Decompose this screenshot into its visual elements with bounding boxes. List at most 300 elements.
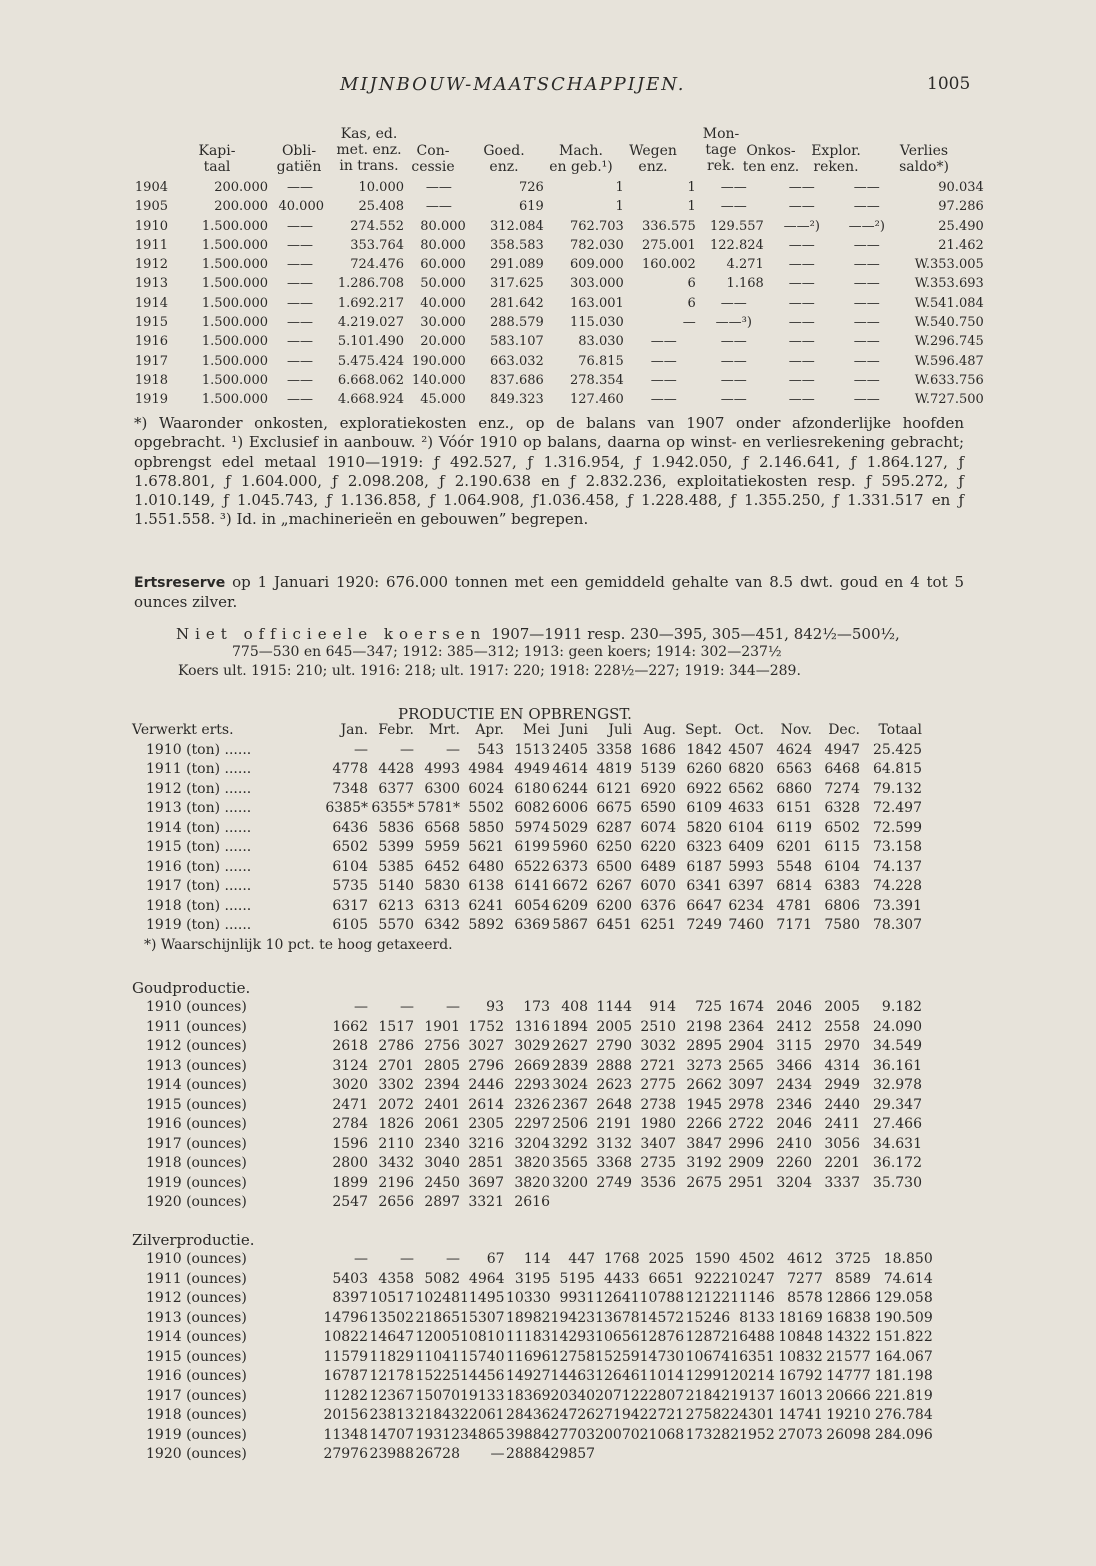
production-cell: 21865 bbox=[415, 1309, 460, 1326]
production-cell: 7171 bbox=[776, 917, 812, 933]
production-cell: 5850 bbox=[468, 819, 504, 836]
production-cell: 2738 bbox=[640, 1096, 676, 1113]
balance-cell: 21.462 bbox=[938, 237, 984, 253]
running-title: MIJNBOUW-MAATSCHAPPIJEN. bbox=[340, 74, 686, 95]
production-header-cell: Verwerkt erts. bbox=[132, 722, 234, 738]
production-cell: 6200 bbox=[596, 897, 632, 914]
balance-cell: —— bbox=[287, 353, 313, 369]
balance-row bbox=[128, 274, 988, 293]
balance-cell: 122.824 bbox=[710, 237, 764, 253]
production-cell: 2198 bbox=[686, 1018, 722, 1035]
production-cell: 1915 (ton) ...... bbox=[146, 839, 252, 855]
production-cell: 1826 bbox=[378, 1116, 414, 1132]
production-cell: 14730 bbox=[639, 1348, 685, 1365]
production-row bbox=[132, 897, 922, 917]
balance-header-line: Kas, ed. bbox=[340, 126, 398, 142]
balance-cell: —— bbox=[788, 257, 815, 273]
balance-cell: —— bbox=[788, 199, 815, 215]
production-cell: 6860 bbox=[776, 780, 812, 797]
balance-cell: 1.500.000 bbox=[201, 315, 268, 331]
balance-cell: 278.354 bbox=[570, 372, 624, 388]
production-cell: 1917 (ton) ...... bbox=[146, 878, 252, 894]
production-cell: 3847 bbox=[686, 1135, 722, 1152]
production-cell: 10848 bbox=[778, 1329, 823, 1345]
production-cell: 19312 bbox=[415, 1426, 460, 1443]
goud-title: Goudproductie. bbox=[132, 979, 251, 997]
production-cell: 3200 bbox=[552, 1174, 588, 1191]
balance-cell: —— bbox=[788, 353, 815, 369]
production-cell: 1910 (ton) ...... bbox=[146, 741, 252, 758]
production-cell: 3115 bbox=[776, 1038, 812, 1054]
production-cell: 10832 bbox=[778, 1348, 823, 1365]
balance-cell: 762.703 bbox=[570, 218, 624, 234]
production-cell: 6006 bbox=[552, 800, 588, 816]
production-cell: 16488 bbox=[730, 1329, 775, 1345]
balance-cell: —— bbox=[788, 237, 815, 253]
production-cell: 23813 bbox=[369, 1407, 414, 1423]
production-cell: 1674 bbox=[728, 999, 764, 1015]
balance-cell: —— bbox=[720, 372, 747, 388]
production-cell: — bbox=[446, 999, 460, 1015]
balance-cell: 837.686 bbox=[490, 372, 544, 388]
production-cell: 4624 bbox=[776, 741, 812, 758]
production-cell: 12758 bbox=[550, 1348, 596, 1365]
balance-cell: 1.286.708 bbox=[337, 276, 404, 292]
production-cell: 408 bbox=[561, 999, 588, 1015]
production-cell: 14322 bbox=[826, 1329, 871, 1345]
production-row bbox=[132, 1115, 922, 1135]
production-cell: 6109 bbox=[686, 800, 722, 816]
balance-cell: W.541.084 bbox=[914, 295, 984, 311]
production-cell: 1912 (ton) ...... bbox=[146, 780, 252, 797]
production-cell: 2648 bbox=[596, 1096, 632, 1113]
production-cell: 6151 bbox=[776, 800, 812, 816]
production-cell: 6451 bbox=[596, 917, 632, 933]
production-row bbox=[132, 1426, 933, 1446]
production-cell: 12005 bbox=[415, 1329, 460, 1345]
production-cell: 6502 bbox=[332, 839, 368, 855]
production-cell: 3820 bbox=[514, 1174, 550, 1191]
production-cell: 11495 bbox=[460, 1290, 505, 1306]
production-cell: 27194 bbox=[595, 1407, 640, 1423]
production-cell: 2072 bbox=[378, 1096, 414, 1113]
production-row bbox=[132, 1348, 933, 1368]
balance-cell: 5.101.490 bbox=[337, 334, 404, 350]
production-header-cell: Mei bbox=[522, 722, 550, 738]
production-cell: 27.466 bbox=[873, 1116, 922, 1132]
balance-cell: —— bbox=[287, 295, 313, 311]
balance-cell: W.353.693 bbox=[914, 276, 984, 292]
production-cell: 2949 bbox=[824, 1077, 860, 1093]
production-cell: — bbox=[354, 1251, 368, 1267]
footnotes: *) Waaronder onkosten, exploratiekosten enz., op de balans van 1907 onder afzonderlijke hoofden opgebracht. ¹) Exclusief in aanbouw. ²) Vóór 1910 op balans, daarna op winst- en verliesrekening gebracht; opbrengst edel metaal 1910—1919: ƒ 492.527, ƒ 1.316.954, ƒ 1.942.050, ƒ 2.146.641, ƒ 1.864.127, ƒ 1.678.801, ƒ 1.604.000, ƒ 2.098.208, ƒ 2.190.638 en ƒ 2.832.236, exploitatiekosten resp. ƒ 595.272, ƒ 1.010.149, ƒ 1.045.743, ƒ 1.136.858, ƒ 1.064.908, ƒ1.036.458, ƒ 1.228.488, ƒ 1.355.250, ƒ 1.331.517 en ƒ 1.551.558. ³) Id. in „machinerieën en gebouwen” begrepen. bbox=[134, 414, 964, 529]
balance-cell: 1 bbox=[615, 180, 624, 195]
balance-cell: 1918 bbox=[134, 372, 168, 388]
balance-cell: 20.000 bbox=[420, 334, 466, 350]
production-cell: 5959 bbox=[424, 839, 460, 855]
production-cell: 6376 bbox=[640, 897, 676, 914]
balance-cell: 140.000 bbox=[412, 372, 466, 388]
production-cell: 5892 bbox=[468, 917, 504, 933]
balance-cell: 97.286 bbox=[938, 199, 984, 215]
goud-table bbox=[132, 998, 922, 1213]
production-header-cell: Totaal bbox=[878, 722, 922, 738]
production-cell: 6201 bbox=[776, 839, 812, 855]
production-row bbox=[132, 1037, 922, 1057]
balance-row bbox=[128, 313, 988, 332]
production-cell: 190.509 bbox=[874, 1309, 933, 1326]
balance-cell: 129.557 bbox=[710, 218, 764, 234]
production-cell: 6385* bbox=[325, 800, 368, 816]
balance-cell: 726 bbox=[518, 180, 544, 195]
production-cell: 6409 bbox=[728, 839, 764, 855]
production-cell: 1901 bbox=[424, 1018, 460, 1035]
balance-cell: 336.575 bbox=[642, 218, 696, 234]
production-cell: 6489 bbox=[640, 858, 676, 875]
balance-cell: 1 bbox=[687, 199, 696, 215]
production-row bbox=[132, 838, 922, 858]
production-cell: 2616 bbox=[514, 1194, 550, 1210]
production-cell: 6082 bbox=[514, 800, 550, 816]
production-cell: 2411 bbox=[824, 1116, 860, 1132]
production-cell: 19210 bbox=[826, 1407, 871, 1423]
production-cell: 6522 bbox=[514, 858, 550, 875]
production-cell: 2510 bbox=[640, 1018, 676, 1035]
production-row bbox=[132, 1174, 922, 1194]
production-cell: 725 bbox=[695, 999, 722, 1015]
production-header-cell: Sept. bbox=[685, 722, 722, 738]
balance-cell: —— bbox=[287, 392, 313, 408]
production-cell: 10788 bbox=[639, 1290, 685, 1306]
production-cell: 2297 bbox=[514, 1116, 550, 1132]
production-cell: 3040 bbox=[424, 1155, 460, 1171]
balance-cell: 1905 bbox=[134, 199, 168, 215]
balance-cell: 1.692.217 bbox=[337, 295, 404, 311]
production-cell: 14741 bbox=[778, 1407, 823, 1423]
production-row bbox=[132, 1289, 933, 1309]
production-cell: 6300 bbox=[424, 780, 460, 797]
production-row bbox=[132, 1387, 933, 1407]
balance-header-line: Goed. bbox=[483, 143, 525, 159]
balance-cell: —— bbox=[853, 372, 880, 388]
balance-cell: —— bbox=[425, 180, 452, 195]
production-cell: 4502 bbox=[739, 1251, 775, 1267]
production-cell: 3029 bbox=[514, 1038, 550, 1054]
balance-cell: 1.500.000 bbox=[201, 295, 268, 311]
production-cell: 6244 bbox=[552, 780, 588, 797]
production-cell: 2440 bbox=[824, 1096, 860, 1113]
production-cell: 6213 bbox=[378, 897, 414, 914]
production-cell: 35.730 bbox=[873, 1174, 922, 1191]
production-header-cell: Oct. bbox=[734, 722, 764, 738]
production-cell: 1916 (ounces) bbox=[146, 1368, 247, 1384]
production-cell: 5781* bbox=[417, 800, 460, 816]
production-cell: 18.850 bbox=[883, 1251, 933, 1267]
production-cell: 6468 bbox=[824, 761, 860, 777]
balance-cell: —— bbox=[650, 334, 677, 350]
production-cell: 16351 bbox=[730, 1348, 775, 1365]
production-header-cell: Mrt. bbox=[428, 722, 460, 738]
production-cell: 6377 bbox=[378, 780, 414, 797]
production-cell: 2340 bbox=[424, 1135, 460, 1152]
production-cell: 1915 (ounces) bbox=[146, 1348, 247, 1365]
production-cell: 4781 bbox=[776, 897, 812, 914]
production-cell: 6806 bbox=[824, 897, 860, 914]
balance-cell: 10.000 bbox=[358, 180, 404, 195]
balance-cell: 30.000 bbox=[420, 315, 466, 331]
production-cell: 72.497 bbox=[873, 800, 922, 816]
production-cell bbox=[871, 1445, 933, 1465]
production-cell: 6104 bbox=[728, 819, 764, 836]
balance-cell: W.540.750 bbox=[914, 315, 984, 331]
production-cell: 11282 bbox=[323, 1387, 368, 1404]
production-header-cell: Dec. bbox=[828, 722, 860, 738]
production-cell: 21577 bbox=[826, 1348, 871, 1365]
production-cell: 5735 bbox=[332, 878, 368, 894]
balance-cell: 1.168 bbox=[726, 276, 764, 292]
production-cell: 7460 bbox=[728, 917, 764, 933]
production-cell: 14927 bbox=[506, 1368, 551, 1384]
balance-cell: 1.500.000 bbox=[201, 392, 268, 408]
production-cell: 6341 bbox=[686, 878, 722, 894]
production-cell: 74.614 bbox=[883, 1270, 933, 1287]
production-cell: 5385 bbox=[378, 858, 414, 875]
production-cell: 2790 bbox=[596, 1038, 632, 1054]
balance-cell: 724.476 bbox=[350, 257, 404, 273]
balance-cell: 83.030 bbox=[578, 334, 624, 350]
production-cell: 6251 bbox=[640, 917, 676, 933]
balance-cell: 80.000 bbox=[420, 218, 466, 234]
production-cell: 6562 bbox=[728, 780, 764, 797]
production-cell bbox=[860, 1193, 922, 1213]
production-cell: 39884 bbox=[506, 1426, 551, 1443]
balance-cell: 849.323 bbox=[490, 392, 544, 408]
balance-header-cell bbox=[272, 143, 326, 175]
balance-header-cell bbox=[542, 143, 620, 175]
balance-cell: —— bbox=[788, 372, 815, 388]
production-cell: 5993 bbox=[728, 858, 764, 875]
production-cell: — bbox=[354, 741, 368, 758]
production-cell: 10330 bbox=[506, 1290, 551, 1306]
production-cell: 2805 bbox=[424, 1057, 460, 1074]
production-cell: 6647 bbox=[686, 897, 722, 914]
production-cell: 1910 (ounces) bbox=[146, 1251, 247, 1267]
production-cell: 6500 bbox=[596, 858, 632, 875]
production-cell: 6920 bbox=[640, 780, 676, 797]
production-cell: 21068 bbox=[639, 1426, 685, 1443]
production-cell: — bbox=[400, 1251, 414, 1267]
production-cell: 2110 bbox=[378, 1135, 414, 1152]
production-cell: 17328 bbox=[685, 1426, 731, 1443]
production-cell: 34865 bbox=[460, 1426, 505, 1443]
production-cell: 1899 bbox=[332, 1174, 368, 1191]
balance-cell: 1.500.000 bbox=[201, 276, 268, 292]
balance-cell: —— bbox=[720, 392, 747, 408]
balance-cell: 25.490 bbox=[938, 218, 984, 234]
production-cell: 1913 (ton) ...... bbox=[146, 800, 252, 816]
production-cell: 93 bbox=[486, 999, 504, 1015]
production-cell: 34.631 bbox=[873, 1135, 922, 1152]
balance-header-cell bbox=[738, 143, 804, 175]
production-cell: 1913 (ounces) bbox=[146, 1309, 247, 1326]
production-cell: 22721 bbox=[639, 1407, 685, 1423]
balance-cell: 1916 bbox=[134, 334, 168, 350]
production-cell: 4507 bbox=[728, 741, 764, 758]
balance-header-cell bbox=[168, 143, 266, 175]
production-cell: 3358 bbox=[596, 741, 632, 758]
balance-cell: 782.030 bbox=[570, 237, 624, 253]
production-row bbox=[132, 1328, 933, 1348]
production-cell: 9.182 bbox=[881, 999, 922, 1015]
balance-header-line: Mon- bbox=[702, 126, 740, 142]
production-cell: 2701 bbox=[378, 1057, 414, 1074]
production-cell: 1662 bbox=[332, 1018, 368, 1035]
production-cell: 20156 bbox=[323, 1407, 368, 1423]
balance-cell: —— bbox=[287, 372, 313, 388]
production-row bbox=[132, 1154, 922, 1174]
production-cell: 20214 bbox=[730, 1368, 775, 1384]
balance-cell: ——²) bbox=[848, 218, 885, 234]
production-cell: 3432 bbox=[378, 1155, 414, 1171]
balance-cell: 275.001 bbox=[642, 237, 696, 253]
production-cell: 1920 (ounces) bbox=[146, 1194, 247, 1210]
production-cell: 3292 bbox=[552, 1135, 588, 1152]
production-cell: 1517 bbox=[378, 1018, 414, 1035]
production-cell: 6568 bbox=[424, 819, 460, 836]
balance-cell: 6 bbox=[687, 295, 696, 311]
production-cell: 4949 bbox=[514, 761, 550, 777]
production-cell: 10656 bbox=[595, 1329, 640, 1345]
production-cell: 6355* bbox=[371, 800, 414, 816]
balance-header-line: gatiën bbox=[276, 159, 322, 175]
production-cell: 34.549 bbox=[873, 1038, 922, 1054]
production-cell: 15259 bbox=[595, 1348, 640, 1365]
production-cell: 2506 bbox=[552, 1116, 588, 1132]
production-cell: 2909 bbox=[728, 1155, 764, 1171]
production-cell: 2405 bbox=[552, 741, 588, 758]
balance-cell: —— bbox=[720, 334, 747, 350]
balance-cell: 200.000 bbox=[214, 199, 268, 215]
balance-header-line: enz. bbox=[489, 159, 519, 175]
production-cell: 2800 bbox=[332, 1155, 368, 1171]
balance-cell: —— bbox=[720, 353, 747, 369]
production-cell: 2196 bbox=[378, 1174, 414, 1191]
balance-cell: —— bbox=[853, 276, 880, 292]
balance-header-line: ten enz. bbox=[742, 159, 800, 175]
production-cell: 2412 bbox=[776, 1018, 812, 1035]
production-cell: 2394 bbox=[424, 1077, 460, 1093]
balance-cell: 5.475.424 bbox=[337, 353, 404, 369]
balance-cell: 4.271 bbox=[726, 257, 764, 273]
production-cell: 19133 bbox=[460, 1387, 505, 1404]
production-cell: 6287 bbox=[596, 819, 632, 836]
balance-cell: 1.500.000 bbox=[201, 372, 268, 388]
balance-cell: W.596.487 bbox=[914, 353, 984, 369]
production-cell: 5960 bbox=[552, 839, 588, 855]
production-row bbox=[132, 1406, 933, 1426]
production-cell: 4314 bbox=[824, 1057, 860, 1074]
balance-cell: —— bbox=[853, 199, 880, 215]
page-header bbox=[0, 74, 1096, 98]
production-cell: — bbox=[446, 741, 460, 758]
production-cell: 1144 bbox=[596, 999, 632, 1015]
production-cell: 8578 bbox=[787, 1290, 823, 1306]
balance-header-line: Con- bbox=[416, 143, 450, 159]
production-header-cell: Jan. bbox=[340, 722, 368, 738]
balance-cell: —— bbox=[720, 295, 747, 311]
production-cell: 5621 bbox=[468, 839, 504, 855]
production-cell: 1980 bbox=[640, 1116, 676, 1132]
balance-cell: —— bbox=[788, 276, 815, 292]
production-cell: 2970 bbox=[824, 1038, 860, 1054]
production-cell: 7348 bbox=[332, 780, 368, 797]
balance-cell: 1.500.000 bbox=[201, 334, 268, 350]
ertsreserve-label: Ertsreserve bbox=[134, 575, 226, 591]
production-cell: 6121 bbox=[596, 780, 632, 797]
production-row bbox=[132, 1076, 922, 1096]
production-cell: 3536 bbox=[640, 1174, 676, 1191]
production-cell: 2623 bbox=[596, 1077, 632, 1093]
production-cell bbox=[640, 1445, 685, 1465]
production-cell: 2558 bbox=[824, 1018, 860, 1035]
production-cell: 12866 bbox=[826, 1290, 871, 1306]
production-cell: 1918 (ounces) bbox=[146, 1407, 247, 1423]
production-cell bbox=[775, 1445, 823, 1465]
production-cell: 8133 bbox=[739, 1309, 775, 1326]
balance-header-cell bbox=[618, 143, 688, 175]
production-cell: 19423 bbox=[550, 1309, 596, 1326]
koersen-line-3: Koers ult. 1915: 210; ult. 1916: 218; ult. 1917: 220; 1918: 228½—227; 1919: 344—289. bbox=[178, 663, 801, 679]
production-header-cell: Juli bbox=[608, 722, 632, 738]
balance-cell: 1904 bbox=[134, 180, 168, 195]
production-cell: 6373 bbox=[552, 858, 588, 875]
production-cell: 24726 bbox=[550, 1407, 596, 1423]
production-cell: 1912 (ounces) bbox=[146, 1290, 247, 1306]
balance-header-line: in trans. bbox=[339, 158, 399, 174]
koersen-line-1 bbox=[176, 625, 900, 643]
production-cell: 1842 bbox=[686, 741, 722, 758]
production-cell: 1894 bbox=[552, 1018, 588, 1035]
production-cell: 14647 bbox=[369, 1329, 414, 1345]
production-cell: 20070 bbox=[595, 1426, 640, 1443]
balance-cell: 160.002 bbox=[642, 257, 696, 273]
production-cell: 2839 bbox=[552, 1057, 588, 1074]
balance-cell: 303.000 bbox=[570, 276, 624, 292]
production-header-cell: Febr. bbox=[378, 722, 414, 738]
production-cell: 2046 bbox=[776, 1116, 812, 1132]
production-cell bbox=[550, 1193, 588, 1213]
balance-header-cell bbox=[466, 143, 542, 175]
balance-header-line: Verlies bbox=[899, 143, 949, 159]
balance-cell: 4.668.924 bbox=[337, 392, 404, 408]
erts-footnote: *) Waarschijnlijk 10 pct. te hoog getaxeerd. bbox=[144, 937, 453, 953]
balance-cell: 4.219.027 bbox=[337, 315, 404, 331]
balance-cell: —— bbox=[788, 315, 815, 331]
production-cell: 4993 bbox=[424, 761, 460, 777]
koersen-label: Niet officieele koersen bbox=[176, 625, 487, 643]
production-cell bbox=[823, 1445, 871, 1465]
production-cell: 447 bbox=[568, 1251, 596, 1267]
production-cell: 4947 bbox=[824, 741, 860, 758]
production-cell: 2025 bbox=[648, 1251, 685, 1267]
balance-cell: 1911 bbox=[134, 237, 168, 253]
production-cell: 12991 bbox=[685, 1368, 731, 1384]
production-cell: 6105 bbox=[332, 917, 368, 933]
production-cell: 2784 bbox=[332, 1116, 368, 1132]
production-cell: 14777 bbox=[826, 1368, 871, 1384]
production-cell: 1752 bbox=[468, 1018, 504, 1035]
production-cell: 20712 bbox=[595, 1387, 640, 1404]
